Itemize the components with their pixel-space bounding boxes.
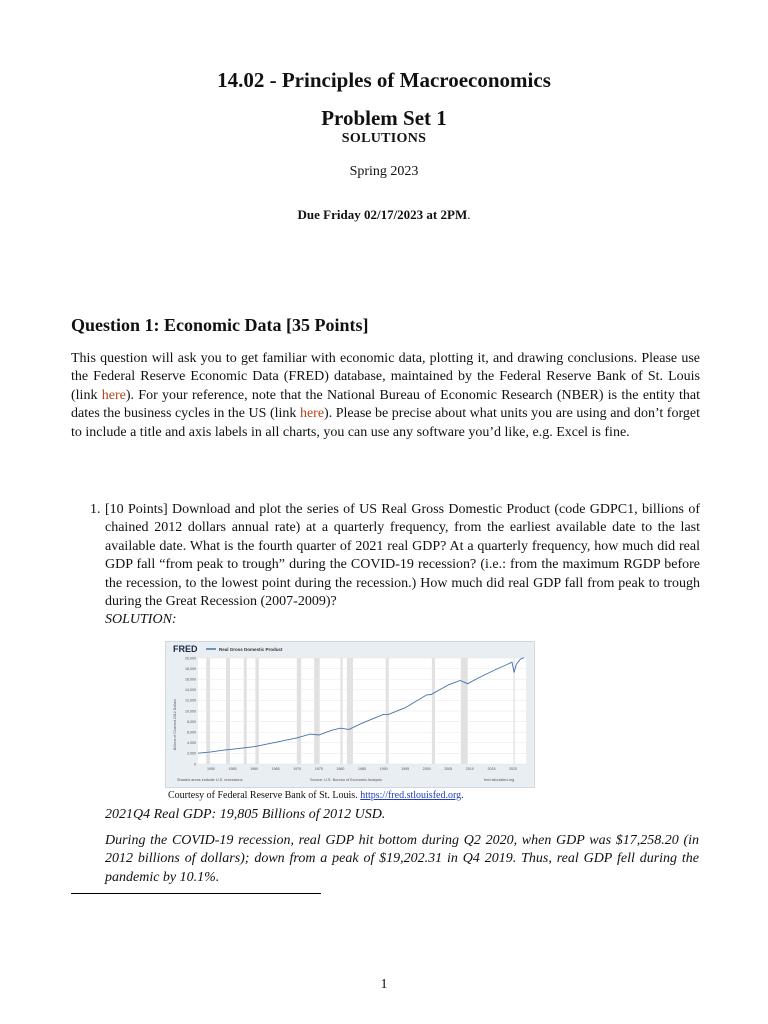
due-date-tail: . [467,207,471,222]
x-tick-label: 1970 [293,767,302,771]
solution-label: SOLUTION: [105,612,177,628]
y-axis-label: Billions of Chained 2012 Dollars [173,699,177,750]
x-tick-label: 1990 [379,767,388,771]
caption-text: Courtesy of Federal Reserve Bank of St. Louis. [168,790,361,801]
answer-q4-gdp: 2021Q4 Real GDP: 19,805 Billions of 2012 USD. [105,807,386,822]
x-tick-label: 1985 [358,767,366,771]
course-title: 14.02 - Principles of Macroeconomics [217,68,551,92]
chart-footer-url: fred.stlouisfed.org [484,778,515,782]
caption-tail: . [461,790,464,801]
due-date-bold: Due Friday 02/17/2023 at 2PM [297,207,468,222]
footnote-rule [71,893,321,894]
y-tick-label: 20,000 [185,656,196,661]
x-tick-label: 1960 [250,767,259,771]
intro-text-1: This question will ask you to get familiar with economic data, plotting it, and drawing conclusions. Please use the Federal Reserve Economic Data (FRED) database, maintained by the Federal Reserve Bank of St. Louis (link [71,351,700,403]
solutions-label: SOLUTIONS [341,131,427,146]
x-tick-label: 1950 [206,767,215,771]
chart-footer-left: Shaded areas indicate U.S. recessions. [177,778,244,782]
intro-text-2: ). For your reference, note that the National Bureau of Economic Research (NBER) is the entity that dates the business cycles in the US (link [71,387,700,422]
y-tick-label: 8,000 [187,719,196,724]
x-tick-label: 1975 [314,767,323,771]
y-tick-label: 14,000 [185,688,196,693]
y-tick-label: 16,000 [185,677,196,682]
fred-url-link[interactable]: https://fred.stlouisfed.org [360,790,462,801]
x-tick-label: 1995 [401,767,410,771]
item-number: 1. [90,502,101,517]
x-tick-label: 1965 [271,767,280,771]
item-1-text: [10 Points] Download and plot the series of US Real Gross Domestic Product (code GDPC1, billions of chained 2012 dollars annual rate) at a quarterly frequency, from the earliest available date to the last available date. What is the fourth quarter of 2021 real GDP? At a quarterly frequency, how much did real GDP fall “from peak to trough” during the COVID-19 recession? (i.e.: from the maximum RGDP before the recession, to the lowest point during the recession.) How much did real GDP fall from peak to trough during the Great Recession (2007-2009)? [105,502,700,610]
legend-label: Real Gross Domestic Product [219,647,283,652]
x-tick-label: 2000 [422,767,431,771]
intro-text-3: ). Please be precise about what units you are using and don’t forget to include a title and axis labels in all charts, you can use any software you’d like, e.g. Excel is fine. [71,406,700,440]
fred-logo: FRED [173,644,198,654]
y-tick-label: 0 [194,762,196,767]
x-tick-label: 1955 [228,767,237,771]
x-tick-label: 2010 [465,767,474,771]
chart-caption [168,790,464,801]
x-tick-label: 2015 [487,767,496,771]
chart-footer-source: Source: U.S. Bureau of Economic Analysis [310,778,382,782]
x-tick-label: 2005 [444,767,453,771]
fred-link[interactable]: here [101,387,126,403]
y-tick-label: 6,000 [187,730,196,735]
question-1-item-1 [90,501,700,630]
gdp-chart-svg [166,642,534,787]
problem-set-title: Problem Set 1 [321,106,447,130]
question-1-intro [71,350,700,442]
y-tick-label: 10,000 [185,709,196,714]
answer-covid-drop: During the COVID-19 recession, real GDP hit bottom during Q2 2020, when GDP was $17,258.20 (in 2012 billions of dollars); down from a peak of $19,202.31 in Q4 2019. Thus, real GDP fell during the pandemic by 10.1%. [105,833,699,885]
y-tick-label: 18,000 [185,666,196,671]
x-tick-label: 2020 [509,767,518,771]
x-tick-label: 1980 [336,767,345,771]
term-label: Spring 2023 [349,164,419,179]
fred-gdp-chart [165,641,535,788]
question-1-heading: Question 1: Economic Data [35 Points] [71,315,369,335]
y-tick-label: 12,000 [185,698,196,703]
due-date [0,207,768,223]
y-tick-label: 2,000 [187,751,196,756]
page-number: 1 [380,977,388,992]
y-tick-label: 4,000 [187,741,196,746]
nber-link[interactable]: here [299,406,325,422]
